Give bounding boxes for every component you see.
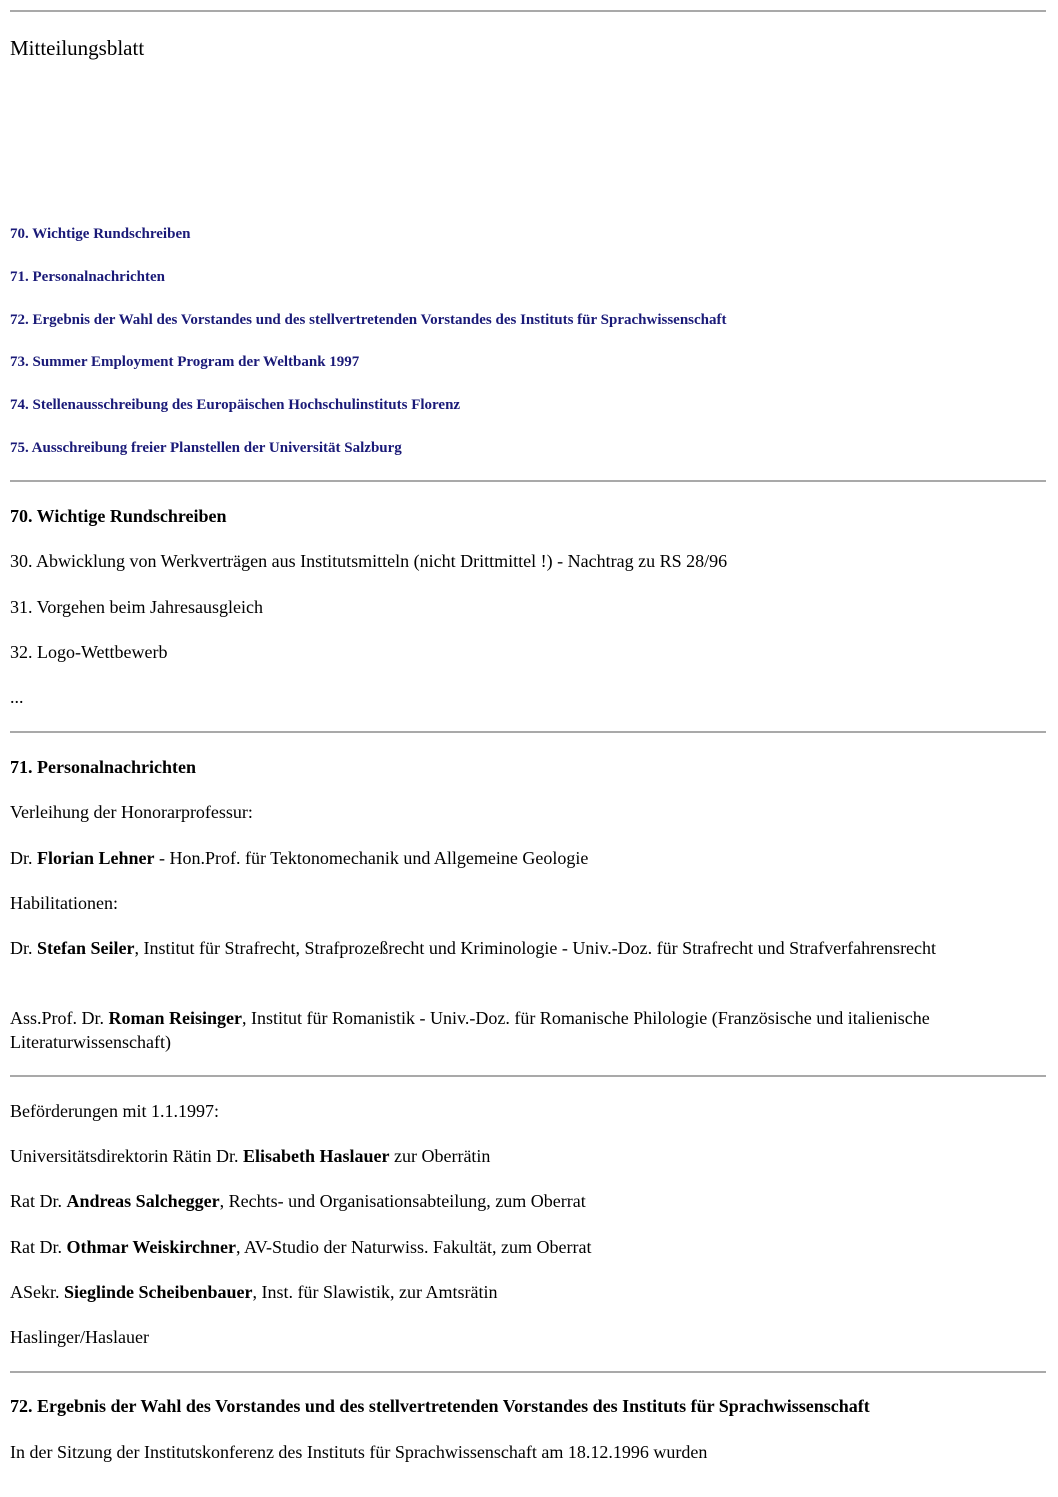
entry-suffix: , AV-Studio der Naturwiss. Fakultät, zum Oberrat [236,1237,592,1257]
section-heading: 72. Ergebnis der Wahl des Vorstandes und des stellvertretenden Vorstandes des Instituts für Sprachwissenschaft [10,1396,870,1416]
entry-suffix: zur Oberrätin [389,1146,491,1166]
entry-suffix: , Institut für Strafrecht, Strafprozeßrecht und Kriminologie - Univ.-Doz. für Strafrecht und Strafverfahrensrecht [134,938,937,958]
person-name: Andreas Salchegger [66,1191,220,1211]
subsection-divider [10,1075,1046,1077]
entry-prefix: Universitätsdirektorin Rätin Dr. [10,1146,243,1166]
entry-prefix: Dr. [10,848,37,868]
toc-link-75[interactable]: 75. Ausschreibung freier Planstellen der Universität Salzburg [10,440,402,456]
habil-entry [10,1006,1010,1054]
section-divider-72 [10,1371,1046,1373]
list-item: 32. Logo-Wettbewerb [10,642,168,662]
person-name: Elisabeth Haslauer [242,1146,390,1166]
toc-link-72[interactable]: 72. Ergebnis der Wahl des Vorstandes und des stellvertretenden Vorstandes des Instituts für Sprachwissenschaft [10,312,727,328]
section-intro: In der Sitzung der Institutskonferenz des Instituts für Sprachwissenschaft am 18.12.1996 wurden [10,1442,708,1462]
promotion-entry [10,1280,498,1304]
toc-link-74[interactable]: 74. Stellenausschreibung des Europäischen Hochschulinstituts Florenz [10,397,461,413]
promotion-entry [10,1235,591,1259]
entry-prefix: Rat Dr. [10,1191,67,1211]
habil-entry [10,936,1010,960]
toc-link-71[interactable]: 71. Personalnachrichten [10,269,165,285]
honorar-entry [10,846,588,870]
section-divider-71 [10,731,1046,733]
list-item: 31. Vorgehen beim Jahresausgleich [10,597,263,617]
promotion-entry [10,1189,586,1213]
list-item: 30. Abwicklung von Werkverträgen aus Institutsmitteln (nicht Drittmittel !) - Nachtrag zu RS 28/96 [10,551,728,571]
toc-link-70[interactable]: 70. Wichtige Rundschreiben [10,226,191,242]
promotion-entry [10,1144,490,1168]
entry-prefix: ASekr. [10,1282,64,1302]
person-name: Othmar Weiskirchner [66,1237,237,1257]
entry-prefix: Rat Dr. [10,1237,67,1257]
signature: Haslinger/Haslauer [10,1327,149,1347]
entry-prefix: Ass.Prof. Dr. [10,1008,109,1028]
top-divider [10,10,1046,12]
person-name: Florian Lehner [37,848,155,868]
person-name: Stefan Seiler [37,938,135,958]
honorar-label: Verleihung der Honorarprofessur: [10,802,253,822]
section-heading: 71. Personalnachrichten [10,757,196,777]
person-name: Sieglinde Scheibenbauer [64,1282,253,1302]
entry-suffix: , Institut für Romanistik - Univ.-Doz. für Romanische Philologie (Französische und italienische Literaturwissenschaft) [10,1008,930,1052]
page-title: Mitteilungsblatt [10,36,145,60]
toc-link-73[interactable]: 73. Summer Employment Program der Weltbank 1997 [10,354,360,370]
ellipsis-text: ... [10,687,24,707]
promotion-label: Beförderungen mit 1.1.1997: [10,1101,219,1121]
entry-suffix: - Hon.Prof. für Tektonomechanik und Allgemeine Geologie [154,848,589,868]
entry-suffix: , Rechts- und Organisationsabteilung, zum Oberrat [219,1191,586,1211]
section-divider-70 [10,480,1046,482]
habil-label: Habilitationen: [10,893,118,913]
person-name: Roman Reisinger [108,1008,243,1028]
entry-suffix: , Inst. für Slawistik, zur Amtsrätin [252,1282,498,1302]
section-heading: 70. Wichtige Rundschreiben [10,506,227,526]
entry-prefix: Dr. [10,938,37,958]
